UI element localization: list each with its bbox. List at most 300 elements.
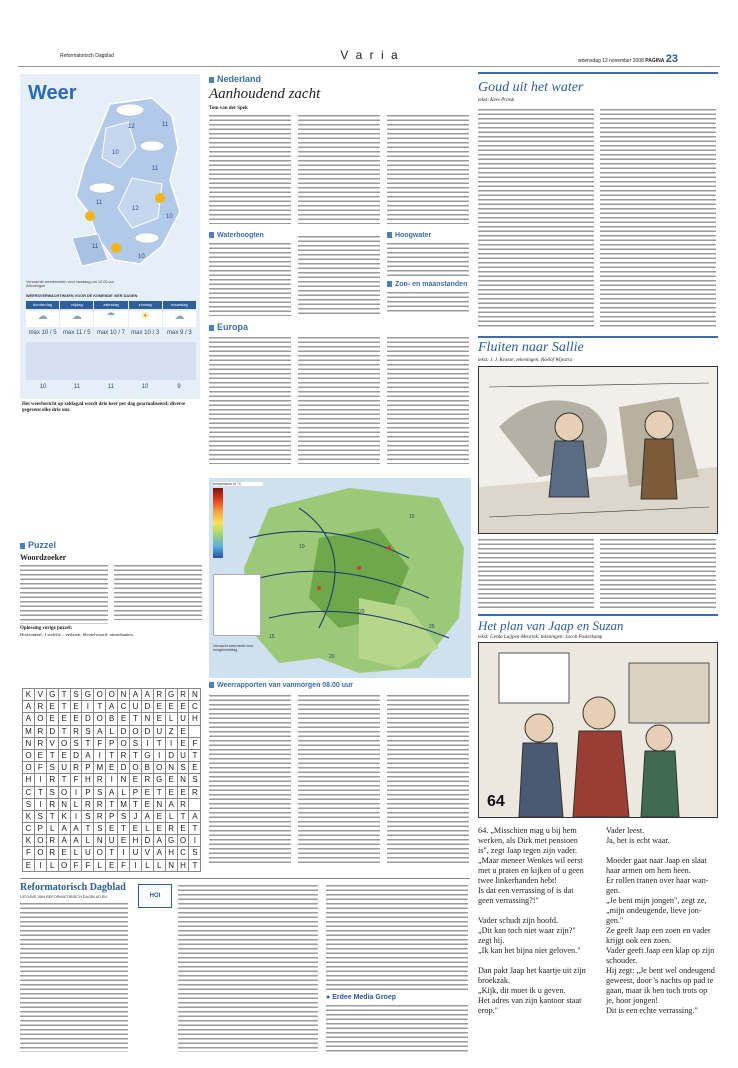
grid-cell: E — [142, 787, 154, 799]
grid-cell: T — [47, 811, 59, 823]
grid-cell: N — [178, 774, 190, 786]
grid-cell: T — [106, 847, 118, 859]
grid-cell: T — [154, 787, 166, 799]
grid-cell: A — [71, 823, 83, 835]
grid-cell: U — [59, 762, 71, 774]
story-line: schouder. — [606, 956, 638, 965]
grid-cell: O — [59, 787, 71, 799]
hoi-logo-icon: HOI — [138, 884, 172, 908]
story-line: Vader leest. — [606, 826, 645, 835]
grid-cell: R — [178, 799, 190, 811]
nederland-title: Aanhoudend zacht — [209, 86, 321, 102]
nederland-byline: Tom van der Spek — [209, 106, 248, 111]
panel-number: 64 — [487, 793, 505, 810]
zon-label: Zon- en maanstanden — [387, 281, 467, 288]
grid-cell: R — [166, 823, 178, 835]
grid-cell: L — [142, 860, 154, 872]
colofon-text-col1 — [20, 902, 128, 1052]
grid-cell: S — [35, 811, 47, 823]
grid-cell: H — [166, 847, 178, 859]
grid-cell: T — [130, 713, 142, 725]
grid-cell: B — [106, 713, 118, 725]
grid-cell: E — [178, 787, 190, 799]
netherlands-map — [32, 88, 192, 278]
grid-cell: I — [35, 860, 47, 872]
story-line: Dan pakt Jaap het kaartje uit zijn — [478, 966, 586, 975]
puzzel-label: Puzzel — [20, 540, 56, 550]
grid-cell: L — [106, 726, 118, 738]
grid-cell: E — [154, 701, 166, 713]
fluiten-rule — [478, 336, 718, 338]
story-line: Hij zegt: „Je bent wel ondeugend — [606, 966, 715, 975]
map-caption: Verwachte weerbeelden voor vandaag om 12.00 uur Afkortingen — [26, 280, 115, 288]
grid-cell: H — [189, 713, 201, 725]
story-line: „Dit kan toch niet waar zijn?" — [478, 926, 576, 935]
grid-cell: E — [189, 762, 201, 774]
story-line — [606, 846, 722, 856]
grid-cell: T — [59, 701, 71, 713]
forecast-heading: WEERSVERWACHTINGEN VOOR DE KOMENDE VIER DAGEN — [26, 294, 138, 298]
temp-legend: temperatuur in °C — [213, 482, 263, 486]
grid-cell: D — [142, 726, 154, 738]
svg-text:15: 15 — [409, 514, 415, 520]
grid-cell: S — [71, 689, 83, 701]
grid-cell: D — [166, 750, 178, 762]
grid-cell: L — [82, 835, 94, 847]
grid-cell: S — [130, 738, 142, 750]
grid-cell: D — [82, 713, 94, 725]
grid-cell: E — [106, 860, 118, 872]
grid-cell: S — [118, 811, 130, 823]
grid-cell: R — [47, 835, 59, 847]
story-line: geweest, door 's nachts op pad te — [606, 976, 714, 985]
grid-cell: O — [23, 762, 35, 774]
grid-cell: F — [94, 738, 106, 750]
waterhoogten-text-2 — [298, 235, 380, 315]
grid-cell — [189, 799, 201, 811]
grid-cell: N — [118, 774, 130, 786]
goud-text-col1 — [478, 108, 594, 328]
weerrapporten-table-col2 — [298, 694, 380, 864]
grid-cell: I — [118, 847, 130, 859]
story-line: Is dat een verrassing of is dat — [478, 886, 574, 895]
svg-text:20: 20 — [359, 609, 365, 615]
grid-cell: A — [166, 799, 178, 811]
grid-cell: K — [23, 835, 35, 847]
grid-cell: H — [178, 860, 190, 872]
forecast-day: zaterdag — [94, 301, 127, 309]
grid-cell: G — [154, 774, 166, 786]
bottom-temp: 10 — [39, 384, 47, 390]
story-line: „Je bent mijn jongen", zegt ze, — [606, 896, 707, 905]
grid-cell: I — [82, 701, 94, 713]
grid-cell: U — [154, 726, 166, 738]
grid-cell: E — [106, 762, 118, 774]
grid-cell: E — [47, 713, 59, 725]
grid-cell: O — [94, 847, 106, 859]
forecast-max: max 10 / 5 — [28, 330, 57, 336]
grid-cell: S — [94, 823, 106, 835]
grid-cell: R — [82, 799, 94, 811]
story-line: geen verrassing?!" — [478, 896, 539, 905]
jaap-rule — [478, 614, 718, 616]
grid-cell: A — [130, 689, 142, 701]
forecast-bottom-temps — [26, 384, 196, 390]
grid-cell: K — [23, 689, 35, 701]
fluiten-text-col2 — [600, 538, 716, 608]
puzzel-solution-label: Oplossing vorige puzzel: — [20, 626, 73, 631]
grid-cell: A — [82, 750, 94, 762]
map-label: 10 — [112, 150, 119, 156]
grid-cell: V — [142, 847, 154, 859]
fluiten-byline: tekst: J. J. Kroeze; tekeningen: Roelof Wijnstra — [478, 358, 573, 363]
grid-cell: E — [59, 847, 71, 859]
map-label: 12 — [132, 206, 139, 212]
grid-cell: F — [35, 762, 47, 774]
goud-text-col2 — [600, 108, 716, 328]
grid-cell: O — [23, 750, 35, 762]
map-label: 10 — [138, 254, 145, 260]
colofon-text-col3 — [326, 884, 468, 990]
grid-cell: G — [166, 689, 178, 701]
hoogwater-label: Hoogwater — [387, 232, 431, 239]
grid-cell: O — [106, 689, 118, 701]
grid-cell: A — [106, 787, 118, 799]
grid-cell: E — [130, 774, 142, 786]
grid-cell: R — [142, 774, 154, 786]
europe-map-caption: Verwacht weerbeeld voor morgenmiddag — [213, 644, 254, 652]
grid-cell: A — [142, 689, 154, 701]
section-bar — [209, 77, 214, 83]
svg-text:10: 10 — [299, 544, 305, 550]
grid-cell: L — [71, 799, 83, 811]
temp-legend-scale — [213, 488, 223, 558]
story-line: Het adres van zijn kantoor staat — [478, 996, 582, 1005]
map-label: 11 — [96, 200, 103, 206]
grid-cell: N — [189, 689, 201, 701]
grid-cell: S — [178, 762, 190, 774]
grid-cell: E — [154, 823, 166, 835]
grid-cell: E — [154, 811, 166, 823]
forecast-day: maandag — [163, 301, 196, 309]
forecast-icons — [26, 311, 196, 327]
forecast-day: zondag — [129, 301, 162, 309]
grid-cell: A — [154, 847, 166, 859]
grid-cell: U — [130, 701, 142, 713]
grid-cell: C — [23, 823, 35, 835]
header-date — [578, 53, 678, 65]
grid-cell: T — [106, 750, 118, 762]
grid-cell: N — [118, 689, 130, 701]
grid-cell: C — [118, 701, 130, 713]
grid-cell: E — [118, 713, 130, 725]
grid-cell: A — [142, 811, 154, 823]
grid-cell: F — [71, 774, 83, 786]
grid-cell: T — [59, 726, 71, 738]
grid-cell: E — [142, 799, 154, 811]
weather-title: Weer — [28, 82, 77, 104]
story-line — [478, 906, 598, 916]
grid-cell: N — [154, 799, 166, 811]
grid-cell: A — [106, 701, 118, 713]
fluiten-text-col1 — [478, 538, 594, 608]
grid-cell: F — [118, 860, 130, 872]
grid-cell: O — [35, 847, 47, 859]
grid-cell: T — [130, 750, 142, 762]
grid-cell: R — [154, 689, 166, 701]
grid-cell: D — [118, 762, 130, 774]
grid-cell: H — [130, 835, 142, 847]
grid-cell: O — [130, 726, 142, 738]
story-line: is", zegt Jaap tegen zijn vader. — [478, 846, 578, 855]
grid-cell: E — [23, 860, 35, 872]
grid-cell: I — [71, 787, 83, 799]
grid-cell: E — [130, 823, 142, 835]
grid-cell: T — [94, 701, 106, 713]
story-line: Ze geeft Jaap een zoen en vader — [606, 926, 711, 935]
grid-cell: F — [23, 847, 35, 859]
grid-cell: B — [142, 762, 154, 774]
grid-cell: P — [35, 823, 47, 835]
header-rule — [18, 66, 720, 67]
puzzel-words-col2 — [114, 564, 202, 620]
goud-title: Goud uit het water — [478, 80, 584, 95]
grid-cell: L — [71, 847, 83, 859]
grid-cell: O — [59, 738, 71, 750]
goud-byline-label: tekst: — [478, 98, 489, 103]
story-line: krijgt ook een zoen. — [606, 936, 672, 945]
grid-cell: A — [23, 713, 35, 725]
grid-cell: A — [59, 835, 71, 847]
grid-cell: N — [23, 738, 35, 750]
jaap-byline: tekst: Gerda Luijpen-Meurink; tekeningen: Jacob Pasterkamp — [478, 635, 603, 640]
grid-cell: E — [178, 701, 190, 713]
story-line: Er rollen tranen over haar wan- — [606, 876, 709, 885]
grid-cell: L — [47, 860, 59, 872]
weather-panel — [20, 74, 200, 399]
grid-cell: T — [59, 689, 71, 701]
grid-cell: A — [71, 835, 83, 847]
grid-cell: L — [94, 860, 106, 872]
forecast-max: max 10 / 3 — [131, 330, 160, 336]
grid-cell: P — [106, 738, 118, 750]
map-label: 10 — [166, 214, 173, 220]
colofon-text-col4 — [326, 1004, 468, 1052]
grid-cell: N — [142, 713, 154, 725]
story-line: „Maar meneer Wenkes wil eerst — [478, 856, 583, 865]
grid-cell: F — [71, 860, 83, 872]
map-label: 12 — [128, 124, 135, 130]
grid-cell: Z — [166, 726, 178, 738]
waterhoogten-label: Waterhoogten — [209, 232, 264, 239]
grid-cell: T — [178, 811, 190, 823]
grid-cell: T — [130, 799, 142, 811]
page-label: PAGINA — [645, 58, 665, 64]
grid-cell: N — [166, 860, 178, 872]
grid-cell: D — [71, 750, 83, 762]
grid-cell: E — [178, 726, 190, 738]
grid-cell: N — [166, 762, 178, 774]
grid-cell: R — [71, 762, 83, 774]
grid-cell: R — [47, 799, 59, 811]
grid-cell: G — [47, 689, 59, 701]
colofon-tariff-table — [178, 884, 318, 1052]
nederland-text-col2 — [298, 114, 380, 224]
weerrapporten-table-col3 — [387, 694, 469, 864]
grid-cell: G — [82, 689, 94, 701]
forecast-temps — [26, 330, 196, 336]
grid-cell: E — [59, 713, 71, 725]
story-line: Dit is een echte verrassing." — [606, 1006, 698, 1015]
weather-caption: Het weerbericht op zeldag.nl wordt drie keer per dag geactualiseerd; diverse gegevens elke drie uur. — [22, 402, 186, 413]
grid-cell: R — [94, 774, 106, 786]
grid-cell: R — [178, 689, 190, 701]
europe-weather-map — [209, 478, 471, 678]
grid-cell: I — [35, 774, 47, 786]
grid-cell: R — [94, 799, 106, 811]
puzzel-solution-text: Horizontaal: 1 stelefie – verlaten; Sleutelwoord: uitsenbanten. — [20, 632, 134, 637]
grid-cell: U — [178, 750, 190, 762]
bottom-temp: 10 — [141, 384, 149, 390]
grid-cell: E — [178, 823, 190, 835]
grid-cell: U — [130, 847, 142, 859]
grid-cell: P — [82, 762, 94, 774]
grid-cell: T — [82, 823, 94, 835]
grid-cell: E — [166, 774, 178, 786]
nederland-label: Nederland — [209, 74, 261, 84]
story-line: Vader schudt zijn hoofd. — [478, 916, 559, 925]
word-search-grid — [22, 688, 201, 872]
grid-cell: T — [154, 738, 166, 750]
colofon-subtitle: UITGAVE VAN REFORMATORISCH DAGBLAD BV — [20, 895, 108, 899]
fluiten-cartoon — [478, 366, 718, 534]
grid-cell: M — [94, 762, 106, 774]
europa-text-col3 — [387, 336, 469, 464]
hoogwater-text — [387, 242, 469, 276]
date-text: woensdag 12 november 2008 — [578, 58, 644, 64]
grid-cell: O — [35, 835, 47, 847]
grid-cell: D — [118, 726, 130, 738]
story-line: gen." — [606, 916, 624, 925]
grid-cell: D — [142, 701, 154, 713]
grid-cell: V — [35, 689, 47, 701]
grid-cell: L — [166, 713, 178, 725]
svg-text:20: 20 — [329, 654, 335, 660]
grid-cell: A — [94, 726, 106, 738]
grid-cell: N — [59, 799, 71, 811]
bottom-temp: 11 — [107, 384, 115, 390]
grid-cell: E — [106, 823, 118, 835]
map-label: 11 — [162, 122, 169, 128]
grid-cell: V — [47, 738, 59, 750]
map-label: 11 — [92, 244, 99, 250]
story-line: „mijn ondeugende, lieve jon- — [606, 906, 702, 915]
grid-cell: H — [82, 774, 94, 786]
jaap-title: Het plan van Jaap en Suzan — [478, 618, 624, 633]
grid-cell: G — [142, 750, 154, 762]
grid-cell: T — [189, 750, 201, 762]
grid-cell: U — [178, 713, 190, 725]
grid-cell: C — [189, 701, 201, 713]
grid-cell: P — [130, 787, 142, 799]
story-line: erop." — [478, 1006, 498, 1015]
grid-cell: O — [35, 713, 47, 725]
grid-cell: C — [178, 847, 190, 859]
colofon-title: Reformatorisch Dagblad — [20, 882, 126, 893]
grid-cell: E — [71, 701, 83, 713]
puzzel-title: Woordzoeker — [20, 553, 67, 562]
grid-cell: T — [189, 860, 201, 872]
nederland-text-col1 — [209, 114, 291, 224]
fluiten-title: Fluiten naar Sallie — [478, 340, 584, 355]
svg-text:25: 25 — [429, 624, 435, 630]
story-line: broekzak. — [478, 976, 511, 985]
bottom-temp: 11 — [73, 384, 81, 390]
grid-cell: M — [23, 726, 35, 738]
page-number: 23 — [665, 53, 678, 65]
grid-cell: I — [130, 860, 142, 872]
grid-cell: T — [59, 774, 71, 786]
grid-cell: K — [23, 811, 35, 823]
grid-cell: A — [189, 811, 201, 823]
grid-cell: O — [59, 860, 71, 872]
story-col2 — [606, 826, 722, 1016]
bottom-temp: 9 — [177, 384, 181, 390]
forecast-day: vrijdag — [60, 301, 93, 309]
europa-text-col1 — [209, 336, 291, 464]
grid-cell: S — [82, 726, 94, 738]
grid-cell: E — [47, 701, 59, 713]
forecast-max: max 11 / 5 — [62, 330, 91, 336]
story-line: „Kijk, dit moet ik u geven. — [478, 986, 566, 995]
map-legend-box — [213, 574, 261, 636]
grid-cell: N — [94, 835, 106, 847]
story-line: Vader geeft Jaap een klap op zijn — [606, 946, 715, 955]
grid-cell: P — [82, 787, 94, 799]
puzzel-words-col1 — [20, 564, 108, 624]
grid-cell: R — [35, 726, 47, 738]
grid-cell: U — [82, 847, 94, 859]
grid-cell: C — [23, 787, 35, 799]
grid-cell: S — [82, 811, 94, 823]
grid-cell: F — [82, 860, 94, 872]
jaap-cartoon — [478, 642, 718, 818]
forecast-days — [26, 301, 196, 309]
grid-cell: E — [71, 713, 83, 725]
grid-cell: O — [94, 713, 106, 725]
story-line: „Ik kan het bijna niet geloven." — [478, 946, 581, 955]
forecast-wind-rows — [26, 342, 196, 380]
grid-cell: I — [189, 835, 201, 847]
grid-cell: E — [178, 738, 190, 750]
grid-cell: D — [47, 726, 59, 738]
grid-cell: E — [35, 750, 47, 762]
fluiten-drawing — [479, 367, 717, 533]
story-line: zegt hij. — [478, 936, 505, 945]
zon-text — [387, 291, 469, 313]
goud-byline-name: Kees Prinsk — [490, 98, 515, 103]
nederland-text-col3 — [387, 114, 469, 224]
grid-cell: O — [178, 835, 190, 847]
cloud-icon: ☁ — [60, 311, 93, 327]
grid-cell: T — [82, 738, 94, 750]
story-line: 64. „Misschien mag u bij hem — [478, 826, 577, 835]
grid-cell: O — [118, 738, 130, 750]
cloud-icon: ☁ — [26, 311, 59, 327]
grid-cell: T — [106, 799, 118, 811]
grid-cell: L — [118, 787, 130, 799]
grid-cell: E — [118, 835, 130, 847]
